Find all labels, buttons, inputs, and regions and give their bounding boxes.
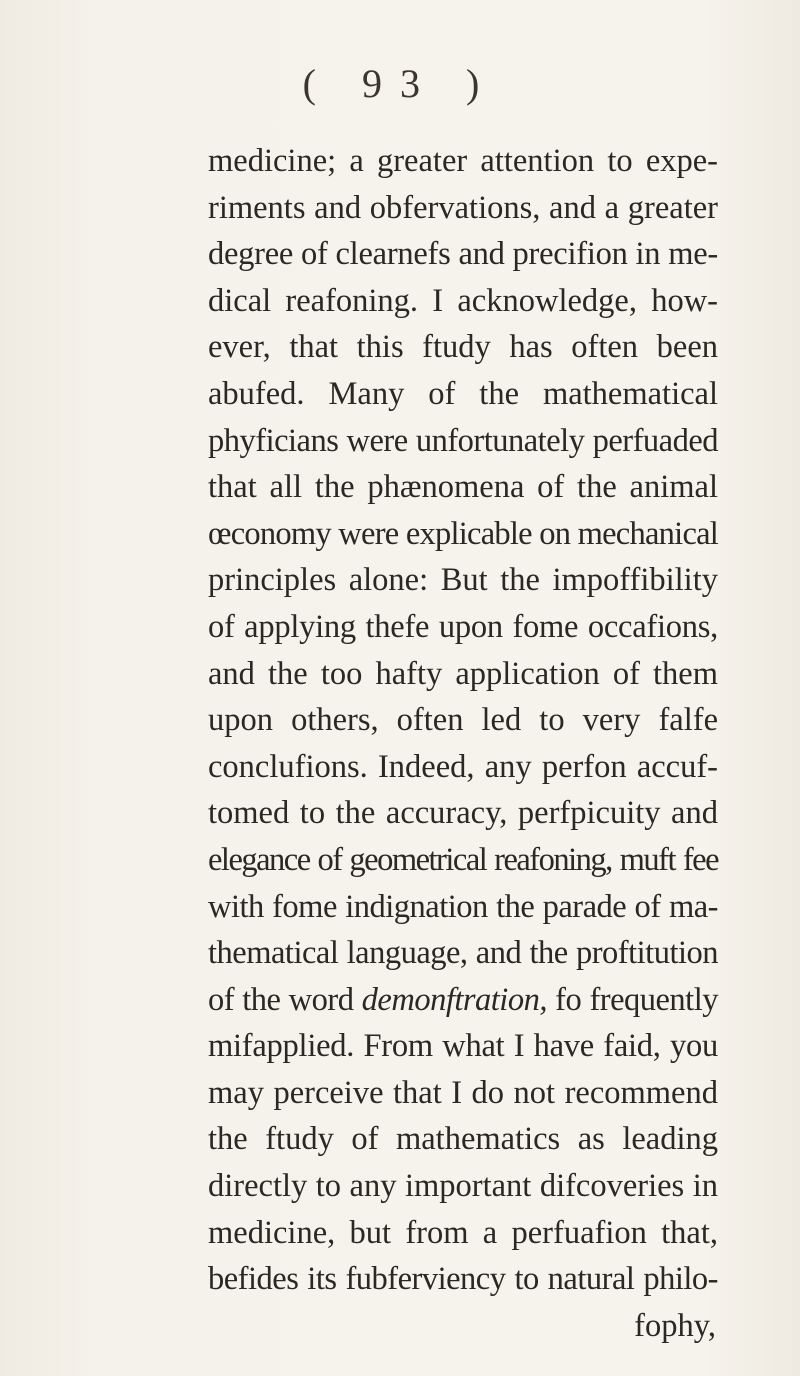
text-line: principles alone: But the impoffibility [208, 562, 718, 599]
text-line: œconomy were explicable on mechanical [208, 515, 719, 552]
text-line: riments and obfervations, and a greater [208, 189, 718, 226]
text-line: upon others, often led to very falfe [208, 702, 718, 739]
text-line: mifapplied. From what I have faid, you [208, 1028, 718, 1065]
text-line: that all the phænomena of the animal [208, 469, 718, 506]
text-segment: of the word [208, 981, 354, 1018]
text-line: directly to any important difcoveries in [208, 1168, 718, 1205]
text-line: ever, that this ftudy has often been [208, 329, 718, 366]
text-line: medicine, but from a perfuafion that, [208, 1214, 718, 1251]
text-line: may perceive that I do not recommend [208, 1074, 718, 1111]
text-line: dical reafoning. I acknowledge, how- [208, 282, 718, 319]
italic-word: demonftration, [361, 981, 547, 1018]
body-text [208, 138, 718, 1349]
page-number-header: ( 93 ) [302, 61, 498, 106]
text-segment: fo frequently [555, 981, 718, 1018]
text-line: befides its fubferviency to natural philo- [208, 1261, 718, 1298]
text-line: with fome indignation the parade of ma- [208, 888, 718, 925]
catchword: fophy, [634, 1307, 716, 1344]
text-line: phyficians were unfortunately perfuaded [208, 422, 718, 459]
text-line-with-italic [208, 977, 718, 1024]
text-line: thematical language, and the proftitution [208, 935, 718, 972]
text-line: abufed. Many of the mathematical [208, 375, 718, 412]
text-line: the ftudy of mathematics as leading [208, 1121, 718, 1158]
text-line: and the too hafty application of them [208, 655, 718, 692]
text-line: of applying thefe upon fome occafions, [208, 608, 718, 645]
text-line: degree of clearnefs and precifion in me- [208, 236, 718, 273]
text-line: tomed to the accuracy, perfpicuity and [208, 795, 718, 832]
text-line: conclufions. Indeed, any perfon accuf- [208, 748, 718, 785]
text-line: elegance of geometrical reafoning, muft fee [208, 841, 718, 878]
text-line: medicine; a greater attention to expe- [208, 143, 718, 179]
